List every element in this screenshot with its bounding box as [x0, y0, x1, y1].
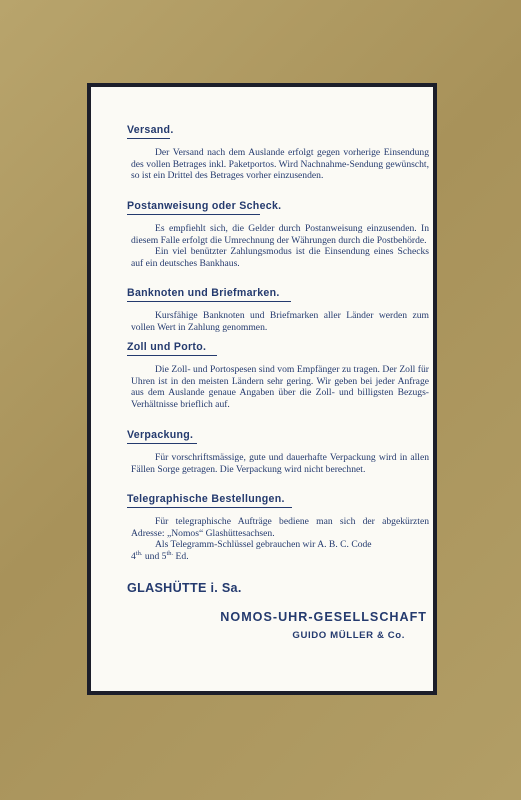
section-title: Postanweisung oder Scheck. [127, 200, 260, 215]
code-edition-end: Ed. [173, 550, 189, 562]
code-edition-mid: und 5 [142, 550, 167, 562]
section-body [127, 364, 429, 410]
section-body [127, 147, 429, 182]
section-paragraph: Ein viel benützter Zahlungsmodus ist die Einsendung eines Schecks auf ein deutsches Bankhaus. [131, 246, 429, 269]
section-paragraph: Für vorschriftsmässige, gute und dauerhafte Verpackung wird in allen Fällen Sorge getragen. Die Verpackung wird nicht berechnet. [131, 452, 429, 475]
code-edition-first-suffix: th. [135, 549, 143, 557]
section-postanweisung [127, 196, 429, 269]
section-title: Zoll und Porto. [127, 341, 217, 356]
section-title: Verpackung. [127, 429, 197, 444]
section-title: Versand. [127, 124, 170, 139]
section-paragraph: Es empfiehlt sich, die Gelder durch Postanweisung einzusenden. In diesem Falle erfolgt die Umrechnung der Währungen durch die Postbehörde. [131, 223, 429, 246]
company-owner: GUIDO MÜLLER & Co. [292, 630, 405, 641]
section-paragraph: Die Zoll- und Portospesen sind vom Empfänger zu tragen. Der Zoll für Uhren ist in den meisten Ländern sehr gering. Wir geben bei jeder Anfrage aus dem Auslande genaue Angaben über die Zoll- und billigsten Bezugs-Verhältnisse brieflich auf. [131, 364, 429, 410]
code-edition-first: 4 [131, 550, 136, 562]
document-page [91, 87, 433, 691]
section-body [127, 516, 429, 562]
section-paragraph: Der Versand nach dem Auslande erfolgt gegen vorherige Einsendung des vollen Betrages inkl. Paketportos. Wird Nachnahme-Sendung gewünscht, so ist ein Drittel des Betrages vorher einzusenden. [131, 147, 429, 182]
section-verpackung [127, 425, 429, 475]
code-edition-second-suffix: th. [166, 549, 174, 557]
section-versand [127, 120, 429, 182]
section-zoll [127, 337, 429, 410]
code-edition-line [131, 551, 429, 563]
section-body [127, 223, 429, 269]
section-title: Telegraphische Bestellungen. [127, 493, 292, 508]
section-banknoten [127, 283, 429, 333]
section-body [127, 452, 429, 475]
section-title: Banknoten und Briefmarken. [127, 287, 291, 302]
section-telegraphische [127, 489, 429, 562]
section-paragraph: Als Telegramm-Schlüssel gebrauchen wir A. B. C. Code [155, 539, 372, 551]
company-name: NOMOS-UHR-GESELLSCHAFT [220, 610, 427, 624]
section-paragraph: Kursfähige Banknoten und Briefmarken aller Länder werden zum vollen Wert in Zahlung genommen. [131, 310, 429, 333]
section-paragraph: Für telegraphische Aufträge bediene man sich der abgekürzten Adresse: „Nomos“ Glashüttesachsen. [131, 516, 429, 539]
section-body [127, 310, 429, 333]
place-name: GLASHÜTTE i. Sa. [127, 581, 242, 595]
